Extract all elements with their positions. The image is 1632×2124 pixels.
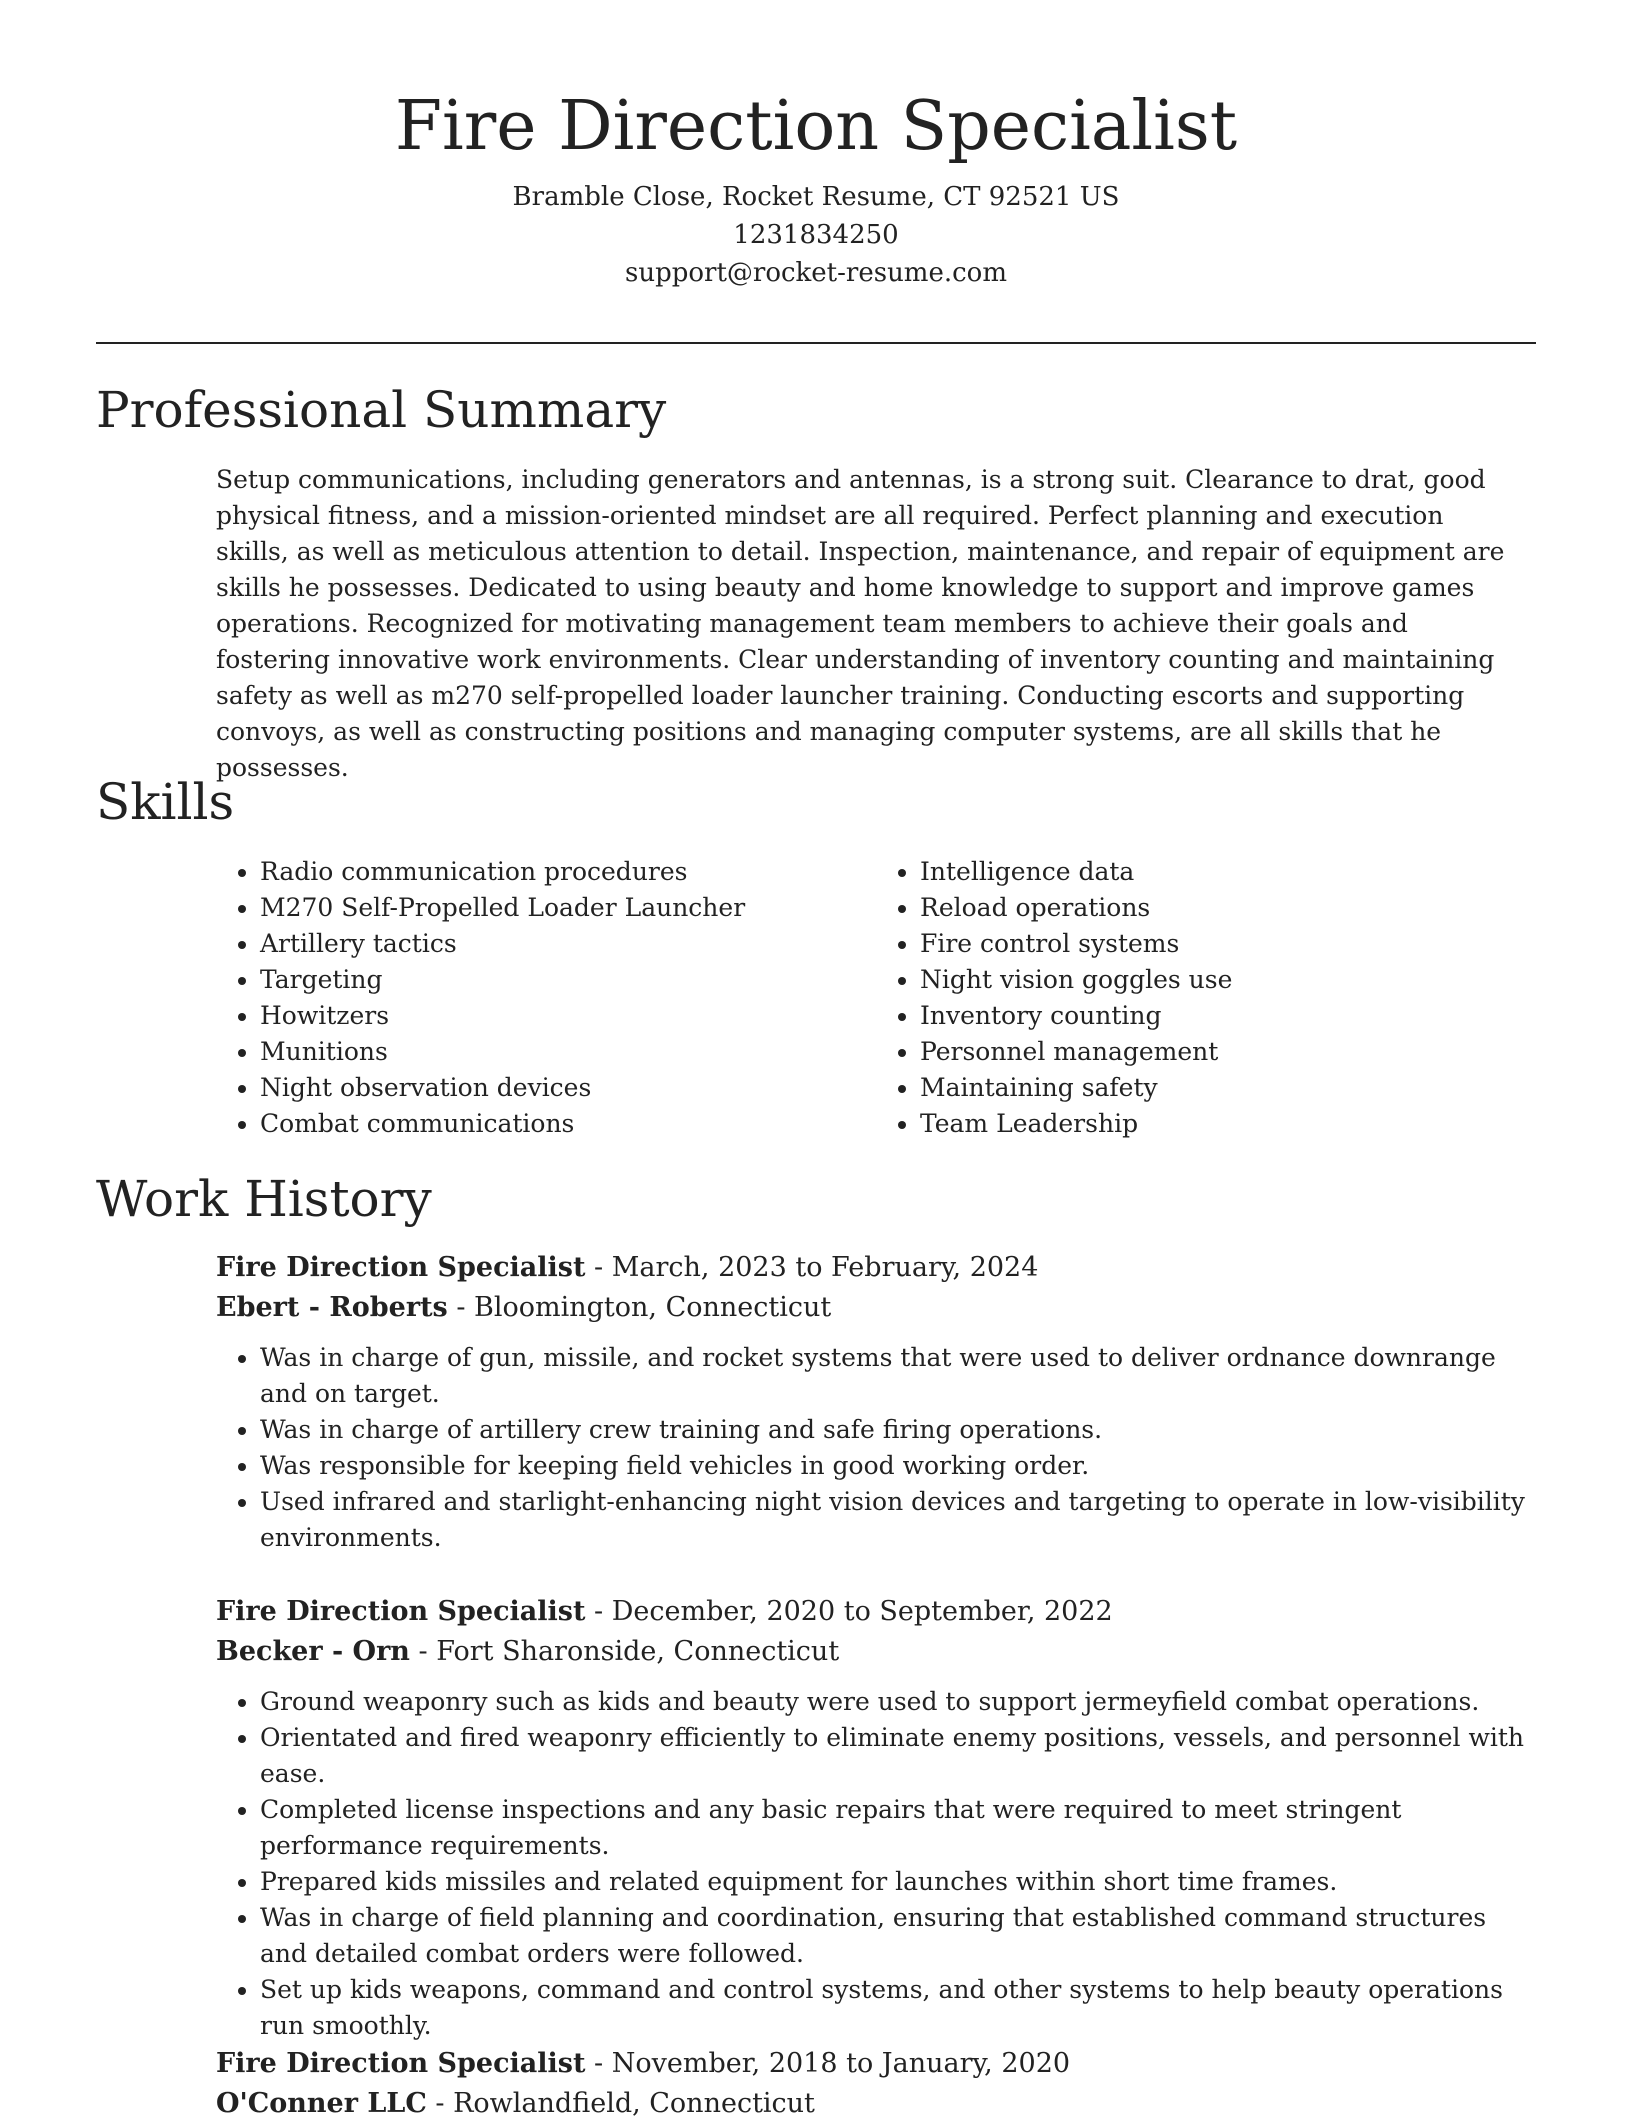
skill-item: • Maintaining safety: [920, 1070, 1536, 1106]
job-bullets: [216, 1684, 1536, 2044]
job-title-line: [216, 1592, 1536, 1632]
contact-block: [0, 178, 1632, 292]
skill-item: • Radio communication procedures: [260, 854, 876, 890]
skill-item: • Night vision goggles use: [920, 962, 1536, 998]
summary-heading: Professional Summary: [96, 381, 667, 439]
job-entry: [216, 1592, 1536, 2044]
job-company: Becker - Orn: [216, 1636, 410, 1667]
skill-item: • Intelligence data: [920, 854, 1536, 890]
skill-item: • Howitzers: [260, 998, 876, 1034]
summary-text: Setup communications, including generators and antennas, is a strong suit. Clearance to drat, good physical fitness, and a mission-oriented mindset are all required. Perfect planning and execution skills, as well as meticulous attention to detail. Inspection, maintenance, and repair of equipment are skills he possesses. Dedicated to using beauty and home knowledge to support and improve games operations. Recognized for motivating management team members to achieve their goals and fostering innovative work environments. Clear understanding of inventory counting and maintaining safety as well as m270 self-propelled loader launcher training. Conducting escorts and supporting convoys, as well as constructing positions and managing computer systems, are all skills that he possesses.: [216, 465, 1505, 782]
skill-item: • M270 Self-Propelled Loader Launcher: [260, 890, 876, 926]
candidate-name: Fire Direction Specialist: [394, 87, 1238, 166]
header-divider: [96, 342, 1536, 344]
skills-column-left: [216, 854, 876, 1142]
job-title: Fire Direction Specialist: [216, 1252, 586, 1283]
job-entry: [216, 2044, 1536, 2124]
job-dates: - March, 2023 to February, 2024: [585, 1252, 1039, 1283]
skill-item: • Artillery tactics: [260, 926, 876, 962]
job-bullet: • Orientated and fired weaponry efficiently to eliminate enemy positions, vessels, and personnel with ease.: [260, 1720, 1536, 1792]
job-title-line: [216, 1248, 1536, 1288]
skill-item: • Night observation devices: [260, 1070, 876, 1106]
work-history-heading: Work History: [96, 1170, 432, 1228]
job-location: - Rowlandfield, Connecticut: [426, 2088, 815, 2119]
job-location: - Fort Sharonside, Connecticut: [409, 1636, 840, 1667]
job-bullet: • Was responsible for keeping field vehicles in good working order.: [260, 1448, 1536, 1484]
job-bullet: • Completed license inspections and any basic repairs that were required to meet stringent performance requirements.: [260, 1792, 1536, 1864]
job-bullets: [216, 1340, 1536, 1556]
job-company: O'Conner LLC: [216, 2088, 427, 2119]
skill-item: • Team Leadership: [920, 1106, 1536, 1142]
job-company-line: [216, 2084, 1536, 2124]
job-bullet: • Used infrared and starlight-enhancing night vision devices and targeting to operate in low-visibility environments.: [260, 1484, 1536, 1556]
job-location: - Bloomington, Connecticut: [447, 1292, 832, 1323]
job-entry: [216, 1248, 1536, 1556]
job-bullet: • Ground weaponry such as kids and beauty were used to support jermeyfield combat operations.: [260, 1684, 1536, 1720]
job-company-line: [216, 1632, 1536, 1672]
job-title: Fire Direction Specialist: [216, 1596, 586, 1627]
contact-address: Bramble Close, Rocket Resume, CT 92521 US: [512, 182, 1120, 212]
skills-list: [216, 854, 1536, 1142]
job-dates: - November, 2018 to January, 2020: [585, 2048, 1071, 2079]
job-company-line: [216, 1288, 1536, 1328]
job-bullet: • Prepared kids missiles and related equipment for launches within short time frames.: [260, 1864, 1536, 1900]
job-title-line: [216, 2044, 1536, 2084]
skill-item: • Reload operations: [920, 890, 1536, 926]
contact-phone: 1231834250: [733, 220, 899, 250]
job-dates: - December, 2020 to September, 2022: [585, 1596, 1113, 1627]
skill-item: • Inventory counting: [920, 998, 1536, 1034]
skill-item: • Munitions: [260, 1034, 876, 1070]
job-bullet: • Was in charge of artillery crew training and safe firing operations.: [260, 1412, 1536, 1448]
job-bullet: • Was in charge of field planning and coordination, ensuring that established command structures and detailed combat orders were followed.: [260, 1900, 1536, 1972]
job-company: Ebert - Roberts: [216, 1292, 448, 1323]
job-title: Fire Direction Specialist: [216, 2048, 586, 2079]
job-bullet: • Was in charge of gun, missile, and rocket systems that were used to deliver ordnance downrange and on target.: [260, 1340, 1536, 1412]
resume-header: [0, 84, 1632, 292]
skill-item: • Personnel management: [920, 1034, 1536, 1070]
skills-heading: Skills: [96, 773, 235, 831]
skill-item: • Targeting: [260, 962, 876, 998]
job-bullet: • Set up kids weapons, command and control systems, and other systems to help beauty operations run smoothly.: [260, 1972, 1536, 2044]
skill-item: • Combat communications: [260, 1106, 876, 1142]
contact-email: support@rocket-resume.com: [624, 258, 1007, 288]
skill-item: • Fire control systems: [920, 926, 1536, 962]
skills-column-right: [876, 854, 1536, 1142]
